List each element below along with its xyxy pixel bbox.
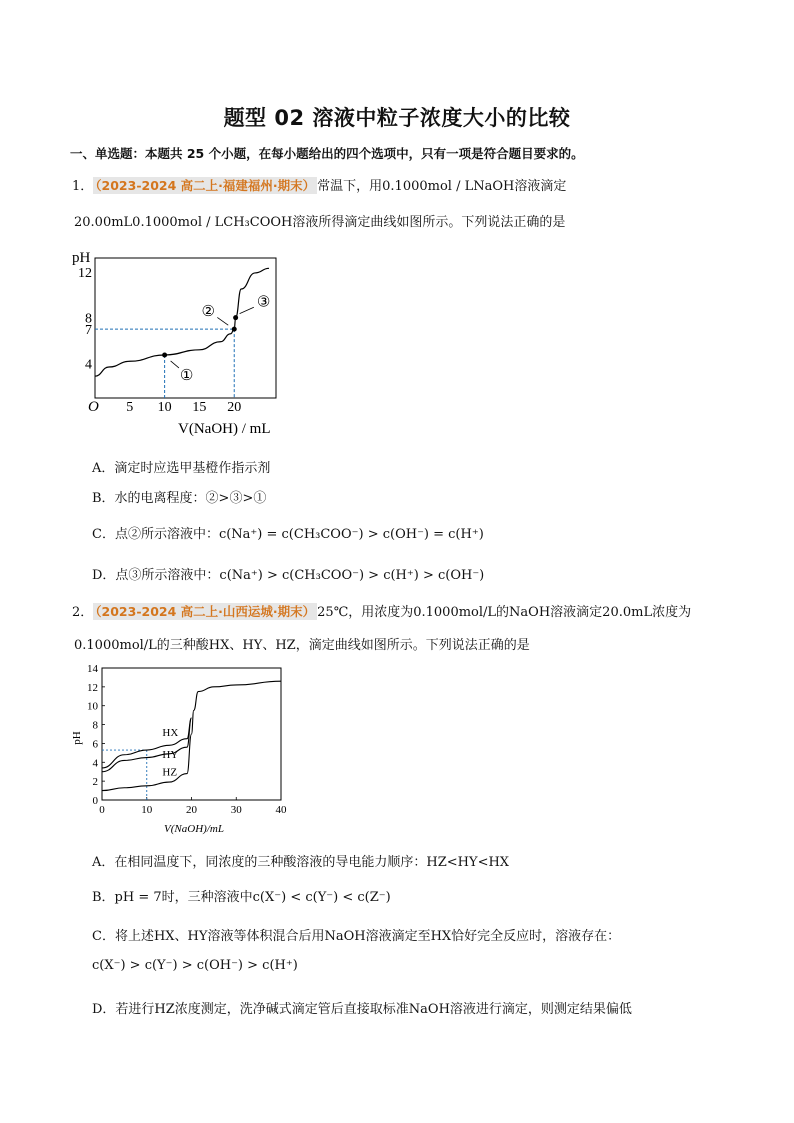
q1-option-d[interactable]: D．点③所示溶液中：c(Na⁺) > c(CH₃COO⁻) > c(H⁺) > c(OH⁻): [92, 568, 485, 583]
q2-option-a[interactable]: A．在相同温度下，同浓度的三种酸溶液的导电能力顺序：HZ<HY<HX: [92, 855, 510, 870]
q1-tick-labels: [78, 266, 241, 415]
q1-data-point: [232, 327, 237, 332]
q2-y-tick-label: 14: [87, 663, 98, 675]
q1-titration-curve: [95, 268, 269, 376]
q2-x-tick-label: 0: [99, 804, 105, 816]
q1-x-tick-label: 15: [192, 400, 207, 415]
q1-stem-line2: 20.00mL0.1000mol / LCH₃COOH溶液所得滴定曲线如图所示。下列说法正确的是: [74, 215, 566, 230]
q1-stem-line1: [72, 175, 566, 194]
q1-point-leader: [240, 307, 254, 313]
q2-series-label-hz: HZ: [162, 766, 178, 779]
q1-x-tick-label: 5: [126, 400, 134, 415]
q1-option-a[interactable]: A．滴定时应选甲基橙作指示剂: [92, 461, 271, 476]
q2-titration-chart: [66, 660, 296, 838]
q1-point-label: ③: [256, 292, 271, 311]
q1-y-axis-label: pH: [72, 250, 91, 266]
q2-stem-text: 25℃，用浓度为0.1000mol/L的NaOH溶液滴定20.0mL浓度为: [317, 605, 692, 620]
q1-x-tick-label: 20: [227, 400, 242, 415]
q1-data-point: [162, 352, 167, 357]
q1-origin-label: O: [88, 399, 99, 415]
q2-y-tick-label: 12: [87, 681, 98, 694]
q2-curves: [102, 681, 281, 790]
q2-x-axis-label: V(NaOH)/mL: [164, 823, 224, 835]
q2-tick-labels: [87, 663, 287, 816]
q1-point-label: ①: [179, 365, 194, 384]
q1-data-point: [233, 315, 238, 320]
q1-x-axis-label: V(NaOH) / mL: [178, 421, 271, 437]
q1-point-label: ②: [201, 302, 215, 321]
q2-y-tick-label: 2: [92, 776, 98, 789]
q2-series-label-hx: HX: [162, 727, 179, 740]
q1-y-tick-label: 7: [85, 323, 92, 339]
q2-x-tick-label: 40: [275, 804, 287, 816]
q2-stem-line1: [72, 601, 691, 620]
q1-points: [162, 293, 270, 384]
q1-y-tick-label: 4: [85, 357, 92, 373]
page-title: 题型 02 溶液中粒子浓度大小的比较: [223, 106, 571, 130]
q2-stem-line2: 0.1000mol/L的三种酸HX、HY、HZ，滴定曲线如图所示。下列说法正确的是: [74, 638, 530, 653]
q1-guide-lines: [95, 329, 234, 398]
q2-series-labels: [162, 727, 178, 779]
q1-stem-text: 常温下，用0.1000mol / LNaOH溶液滴定: [317, 179, 567, 194]
q2-y-axis-label: pH: [71, 731, 83, 745]
q1-y-tick-label: 8: [85, 311, 92, 327]
q2-series-curve-excess: [192, 681, 282, 734]
q2-y-tick-label: 8: [92, 719, 98, 732]
q2-y-tick-label: 0: [92, 795, 98, 807]
q2-guide-lines: [102, 750, 147, 800]
q2-y-tick-label: 10: [87, 700, 98, 713]
q1-source-tag: （2023-2024 高二上·福建福州·期末）: [95, 178, 316, 193]
q2-option-c[interactable]: C．将上述HX、HY溶液等体积混合后用NaOH溶液滴定至HX恰好完全反应时，溶液存在：: [92, 929, 621, 944]
q1-point-leader: [171, 361, 179, 368]
q1-point-leader: [217, 317, 228, 325]
q1-titration-chart: [68, 245, 288, 440]
q2-y-tick-label: 4: [92, 757, 98, 770]
q1-number: 1．: [72, 179, 94, 194]
q2-x-tick-label: 30: [230, 804, 242, 816]
q1-option-b[interactable]: B．水的电离程度：②>③>①: [92, 491, 267, 506]
q2-source-tag: （2023-2024 高二上·山西运城·期末）: [95, 604, 316, 619]
q2-option-d[interactable]: D．若进行HZ浓度测定，洗净碱式滴定管后直接取标准NaOH溶液进行滴定，则测定结果偏低: [92, 1002, 632, 1017]
q2-y-tick-label: 6: [92, 738, 98, 751]
q1-y-tick-label: 12: [78, 265, 92, 281]
q1-option-c[interactable]: C．点②所示溶液中：c(Na⁺) = c(CH₃COO⁻) > c(OH⁻) = c(H⁺): [92, 527, 484, 542]
q2-option-b[interactable]: B．pH = 7时，三种溶液中c(X⁻) < c(Y⁻) < c(Z⁻): [92, 890, 391, 905]
q2-option-c-formula: c(X⁻) > c(Y⁻) > c(OH⁻) > c(H⁺): [92, 958, 298, 973]
section-heading: 一、单选题：本题共 25 个小题，在每小题给出的四个选项中，只有一项是符合题目要求的。: [70, 146, 584, 161]
q2-x-tick-label: 20: [186, 804, 197, 816]
q2-number: 2．: [72, 605, 94, 620]
q1-x-tick-label: 10: [157, 400, 172, 415]
q2-x-tick-label: 10: [141, 804, 153, 816]
q2-series-label-hy: HY: [162, 748, 179, 761]
